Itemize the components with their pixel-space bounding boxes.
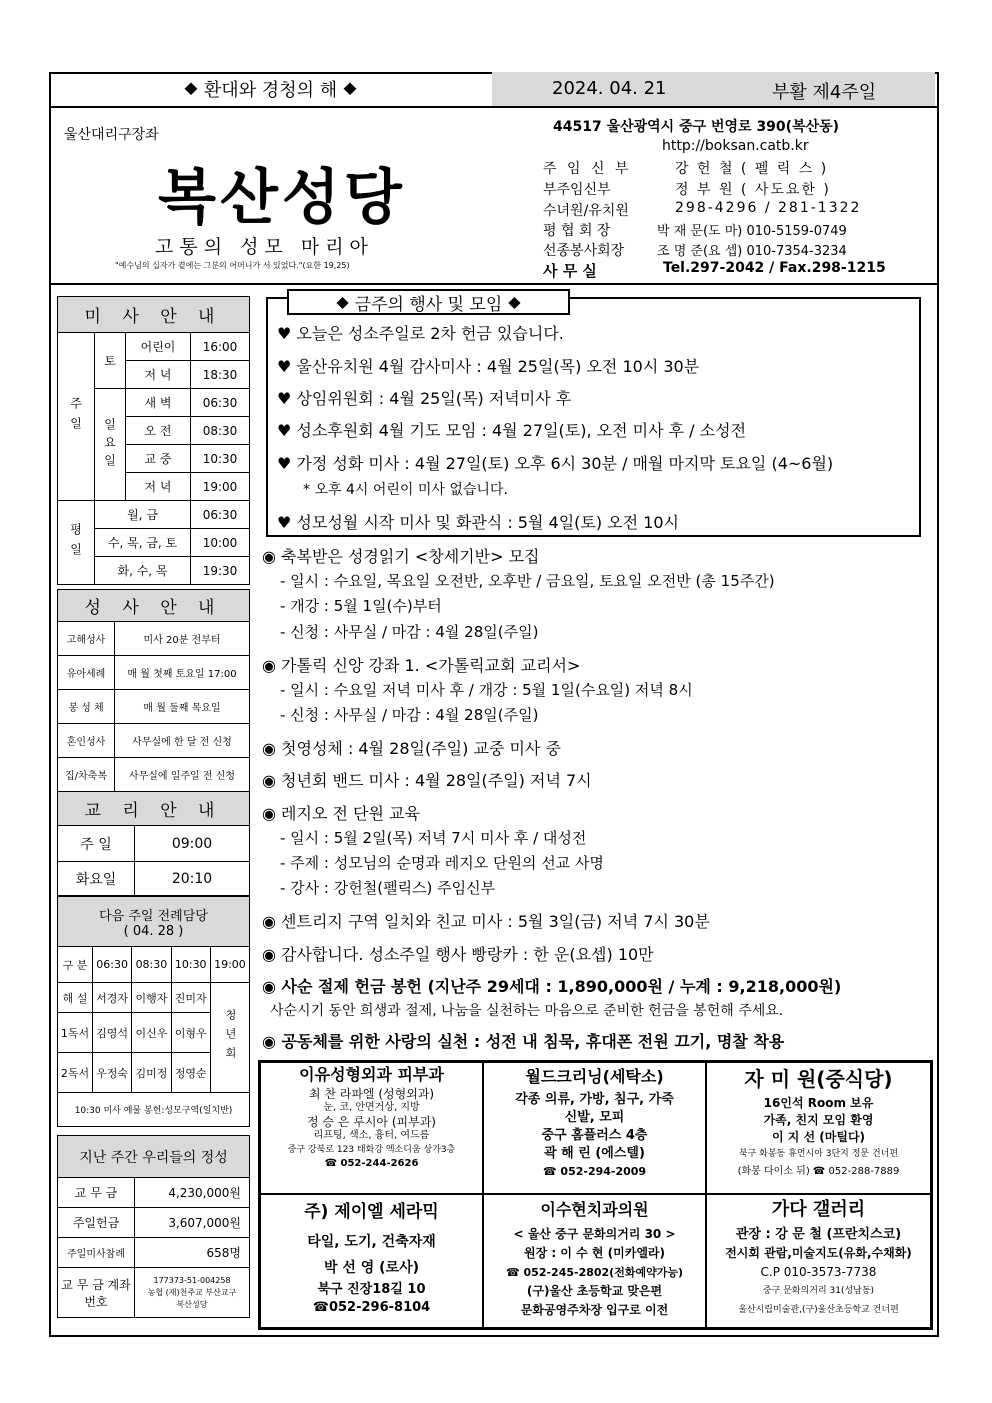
ad-title: 가다 갤러리 (771, 1199, 866, 1220)
mass-time: 10:00 (191, 529, 250, 557)
event-item: ♥ 오늘은 성소주일로 2차 헌금 있습니다. (277, 324, 564, 343)
ad-title: 주) 제이엘 세라믹 (304, 1202, 439, 1222)
mass-name: 저 녁 (126, 473, 191, 501)
mass-time: 19:30 (191, 557, 250, 585)
ad-line: 중구 강북로 123 태화강 엑소디움 상가3층 (287, 1145, 456, 1155)
ad-cleaning (483, 1062, 706, 1194)
account-parish: 복산성당 (176, 1299, 208, 1309)
catechism-day: 화요일 (58, 862, 135, 896)
mass-time: 08:30 (191, 417, 250, 445)
mass-name: 저 녁 (126, 361, 191, 389)
ad-line: 중구 문화의거리 31(성남동) (762, 1286, 875, 1296)
ad-phone: (화봉 다이소 뒤) ☎ 052-288-7889 (737, 1166, 900, 1177)
offering-value: 4,230,000원 (135, 1178, 250, 1208)
sacraments-title: 성 사 안 내 (58, 590, 250, 622)
offering-title: 지난 주간 우리들의 정성 (58, 1136, 250, 1178)
notice-title: ◉ 센트리지 구역 일치와 친교 미사 : 5월 3일(금) 저녁 7시 30분 (262, 912, 710, 931)
notice-detail: - 일시 : 수요일, 목요일 오전반, 오후반 / 금요일, 토요일 오전반 (총 15주간) (280, 572, 775, 590)
notice-detail: - 개강 : 5월 1일(수)부터 (280, 597, 442, 615)
ad-phone: ☎ 052-294-2009 (542, 1165, 647, 1178)
ad-gallery (706, 1194, 931, 1328)
mass-time: 19:00 (191, 473, 250, 501)
youth-group: 청년회 (210, 983, 249, 1093)
catechism-day: 주 일 (58, 826, 135, 862)
liturgy-col: 06:30 (92, 947, 131, 983)
ad-line: 북구 화봉동 휴먼시아 3단지 정문 건너편 (738, 1149, 899, 1159)
year-motto: ⯁ 환대와 경청의 해 ⯁ (49, 72, 493, 106)
liturgical-season: 부활 제4주일 (772, 82, 877, 103)
ad-title: 이수현치과의원 (540, 1200, 649, 1219)
catechism-table (57, 791, 250, 896)
contact-role: 사 무 실 (543, 262, 597, 280)
notice-title: ◉ 공동체를 위한 사랑의 실천 : 성전 내 침묵, 휴대폰 전원 끄기, 명찰 착용 (262, 1032, 785, 1051)
event-item: ♥ 성소후원회 4월 기도 모임 : 4월 27일(토), 오전 미사 후 / 소성전 (277, 421, 747, 440)
mass-name: 새 벽 (126, 389, 191, 417)
liturgy-title: 다음 주일 전례담당 (99, 908, 208, 924)
ad-line: 중구 홈플러스 4층 (541, 1128, 648, 1143)
liturgy-table (57, 896, 250, 1127)
offering-table (57, 1135, 250, 1318)
liturgy-cell: 김미정 (132, 1053, 171, 1093)
ad-phone: ☎ 052-245-2802(전화예약가능) (505, 1266, 683, 1279)
ad-title: 월드크리닝(세탁소) (525, 1067, 664, 1086)
mass-name: 오 전 (126, 417, 191, 445)
mass-name: 어린이 (126, 333, 191, 361)
ad-line: 울산시립미술관,(구)울산초등학교 건너편 (738, 1305, 899, 1315)
scripture-quote: "예수님의 십자가 곁에는 그분의 어머니가 서 있었다."(요한 19,25) (115, 261, 350, 270)
sacrament-value: 사무실에 일주일 전 신청 (115, 758, 250, 792)
ad-line: 문화공영주차장 입구로 이전 (520, 1303, 669, 1317)
offering-name: 교 무 금 (58, 1178, 135, 1208)
ad-phone: ☎ 052-244-2626 (324, 1158, 419, 1169)
sacrament-value: 미사 20분 전부터 (115, 622, 250, 656)
liturgy-cell: 이형우 (171, 1013, 210, 1053)
mass-time: 06:30 (191, 389, 250, 417)
ad-line: 타일, 도기, 건축자재 (307, 1234, 436, 1250)
saturday-label: 토 (95, 333, 126, 389)
mass-name: 월, 금 (95, 501, 191, 529)
account-holder: 농협 (재)천주교 부산교구 (147, 1287, 237, 1297)
ad-line: 북구 진장18길 10 (317, 1282, 426, 1297)
offering-value: 658명 (135, 1238, 250, 1268)
ad-title: 자 미 원(중식당) (744, 1067, 893, 1091)
liturgy-role: 해 설 (58, 983, 93, 1013)
mass-name: 수, 목, 금, 토 (95, 529, 191, 557)
ad-line: 관장 : 강 문 철 (프란치스코) (735, 1227, 902, 1242)
header-divider (49, 283, 939, 285)
contact-value: 강 헌 철 ( 펠 릭 스 ) (675, 161, 829, 177)
liturgy-cell: 서경자 (92, 983, 131, 1013)
liturgy-date: ( 04. 28 ) (123, 923, 184, 939)
ad-line: 가족, 친지 모임 환영 (763, 1113, 874, 1127)
sunday-day-label: 일요일 (95, 389, 126, 501)
ad-line: 최 찬 라파엘 (성형외과) (308, 1087, 435, 1101)
notice-title: ◉ 감사합니다. 성소주일 행사 빵랑카 : 한 운(요셉) 10만 (262, 945, 654, 964)
contact-role: 주 임 신 부 (543, 161, 632, 177)
ad-title: 이유성형외과 피부과 (299, 1065, 444, 1084)
liturgy-header (58, 897, 250, 947)
date-panel (492, 72, 935, 106)
liturgy-role: 2독서 (58, 1053, 93, 1093)
ad-line: 신발, 모피 (564, 1110, 625, 1125)
ad-line: 곽 해 린 (에스텔) (544, 1146, 645, 1161)
sacrament-value: 매 월 첫째 토요일 17:00 (115, 656, 250, 690)
offering-note: 10:30 미사 예물 봉헌:성모구역(일치반) (58, 1093, 250, 1127)
ad-line: 리프팅, 색소, 흉터, 여드름 (313, 1130, 430, 1141)
sacrament-value: 매 월 둘째 목요일 (115, 690, 250, 724)
liturgy-cell: 김영석 (92, 1013, 131, 1053)
notice-title: ◉ 사순 절제 헌금 봉헌 (지난주 29세대 : 1,890,000원 / 누계 : 9,218,000원) (262, 977, 842, 996)
notice-title: ◉ 레지오 전 단원 교육 (262, 804, 420, 823)
contact-value: 정 부 원 ( 사도요한 ) (675, 182, 831, 198)
event-item: ♥ 상임위원회 : 4월 25일(목) 저녁미사 후 (277, 389, 572, 408)
notice-title: ◉ 청년회 밴드 미사 : 4월 28일(주일) 저녁 7시 (262, 771, 592, 790)
ad-line: 눈, 코, 안면거상, 지방 (323, 1102, 420, 1113)
mass-name: 화, 수, 목 (95, 557, 191, 585)
offering-name: 주일미사참례 (58, 1238, 135, 1268)
ad-ceramic (260, 1194, 483, 1328)
header-strip (49, 72, 939, 108)
liturgy-role: 1독서 (58, 1013, 93, 1053)
catechism-title: 교 리 안 내 (58, 792, 250, 826)
patron-name: 고통의 성모 마리아 (155, 236, 374, 258)
mass-time: 06:30 (191, 501, 250, 529)
contact-role: 평 협 회 장 (543, 223, 611, 239)
mass-schedule-table (57, 296, 250, 585)
liturgy-col: 19:00 (210, 947, 249, 983)
liturgy-cell: 이행자 (132, 983, 171, 1013)
sacrament-name: 혼인성사 (58, 724, 115, 758)
notice-title: ◉ 첫영성체 : 4월 28일(주일) 교중 미사 중 (262, 739, 561, 758)
contact-value: 298-4296 / 281-1322 (675, 200, 862, 216)
ad-line: 박 선 영 (로사) (323, 1260, 420, 1276)
notice-detail: - 신청 : 사무실 / 마감 : 4월 28일(주일) (280, 623, 539, 641)
ad-phone: C.P 010-3573-7738 (760, 1265, 877, 1279)
parish-address: 44517 울산광역시 중구 번영로 390(복산동) (553, 119, 840, 135)
liturgy-col: 10:30 (171, 947, 210, 983)
ad-line: 정 승 은 루시아 (피부과) (307, 1115, 436, 1129)
ad-line: (구)울산 초등학교 맞은편 (526, 1284, 663, 1298)
events-title: ⯁ 금주의 행사 및 모임 ⯁ (287, 289, 570, 315)
parish-website[interactable]: http://boksan.catb.kr (662, 138, 809, 154)
notice-detail: - 주제 : 성모님의 순명과 레지오 단원의 선교 사명 (280, 854, 604, 872)
account-number: 177373-51-004258 (153, 1275, 231, 1285)
notice-detail: - 일시 : 5월 2일(목) 저녁 7시 미사 후 / 대성전 (280, 829, 587, 847)
liturgy-cell: 정영순 (171, 1053, 210, 1093)
parish-name: 복산성당 (158, 163, 406, 233)
mass-time: 16:00 (191, 333, 250, 361)
event-item: ♥ 울산유치원 4월 감사미사 : 4월 25일(목) 오전 10시 30분 (277, 357, 700, 376)
bulletin-date: 2024. 04. 21 (552, 78, 667, 99)
ad-line: 이 지 선 (마틸다) (771, 1130, 866, 1144)
ad-phone: ☎052-296-8104 (312, 1300, 431, 1315)
sacrament-name: 집/차축복 (58, 758, 115, 792)
notice-title: ◉ 축복받은 성경읽기 <창세기반> 모집 (262, 547, 540, 566)
ad-restaurant (706, 1062, 931, 1194)
liturgy-cell: 이신우 (132, 1013, 171, 1053)
mass-name: 교 중 (126, 445, 191, 473)
ad-dental (483, 1194, 706, 1328)
account-info (135, 1268, 250, 1318)
event-item: ♥ 가정 성화 미사 : 4월 27일(토) 오후 6시 30분 / 매월 마지막 토요일 (4~6월) (277, 454, 834, 473)
ad-line: < 울산 중구 문화의거리 30 > (513, 1227, 676, 1241)
liturgy-col: 구 분 (58, 947, 93, 983)
offering-name: 주일헌금 (58, 1208, 135, 1238)
sacraments-table (57, 589, 250, 792)
notice-detail: - 강사 : 강헌철(펠릭스) 주임신부 (280, 879, 496, 897)
notice-detail: - 신청 : 사무실 / 마감 : 4월 28일(주일) (280, 706, 539, 724)
sacrament-value: 사무실에 한 달 전 신청 (115, 724, 250, 758)
contact-role: 선종봉사회장 (543, 243, 625, 259)
liturgy-cell: 진미자 (171, 983, 210, 1013)
liturgy-col: 08:30 (132, 947, 171, 983)
sacrament-name: 유아세례 (58, 656, 115, 690)
ad-line: 16인석 Room 보유 (763, 1096, 874, 1110)
catechism-time: 20:10 (135, 862, 250, 896)
ad-line: 원장 : 이 수 현 (미카엘라) (524, 1246, 665, 1260)
event-note: * 오후 4시 어린이 미사 없습니다. (303, 482, 508, 498)
mass-time: 10:30 (191, 445, 250, 473)
contact-value: Tel.297-2042 / Fax.298-1215 (663, 260, 886, 276)
liturgy-cell: 우정숙 (92, 1053, 131, 1093)
ad-clinic (260, 1062, 483, 1194)
mass-title: 미 사 안 내 (58, 297, 250, 333)
catechism-time: 09:00 (135, 826, 250, 862)
ad-line: 각종 의류, 가방, 침구, 가죽 (515, 1092, 674, 1107)
sacrament-name: 봉 성 체 (58, 690, 115, 724)
notice-detail: - 일시 : 수요일 저녁 미사 후 / 개강 : 5월 1일(수요일) 저녁 8시 (280, 681, 693, 699)
diocese-label: 울산대리구장좌 (64, 127, 159, 143)
contact-value: 박 재 문(도 마) 010-5159-0749 (657, 224, 847, 239)
mass-time: 18:30 (191, 361, 250, 389)
event-item: ♥ 성모성월 시작 미사 및 화관식 : 5월 4일(토) 오전 10시 (277, 513, 680, 532)
contact-role: 수녀원/유치원 (543, 203, 629, 219)
notice-title: ◉ 가톨릭 신앙 강좌 1. <가톨릭교회 교리서> (262, 656, 581, 675)
offering-value: 3,607,000원 (135, 1208, 250, 1238)
contact-role: 부주임신부 (543, 182, 611, 198)
contact-value: 조 명 준(요 셉) 010-7354-3234 (657, 244, 847, 259)
ad-line: 전시회 관람,미술지도(유화,수채화) (725, 1246, 912, 1260)
notice-detail: 사순시기 동안 희생과 절제, 나눔을 실천하는 마음으로 준비한 헌금을 봉헌해 주세요. (270, 1003, 784, 1019)
account-label: 교 무 금 계좌번호 (58, 1268, 135, 1318)
sunday-label: 주일 (58, 333, 95, 501)
sacrament-name: 고해성사 (58, 622, 115, 656)
weekday-label: 평일 (58, 501, 95, 585)
